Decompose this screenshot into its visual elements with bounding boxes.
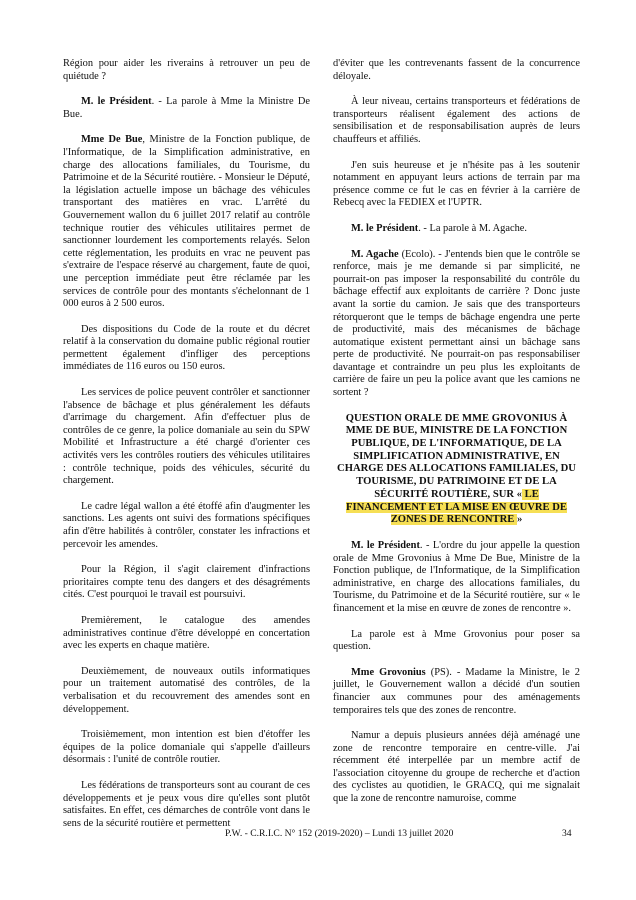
paragraph [63, 729, 310, 767]
speaker-name: M. le Président [351, 222, 419, 234]
question-title-highlight: LE FINANCEMENT ET LA MISE EN ŒUVRE DE ZONES DE RENCONTRE [346, 488, 567, 526]
right-column [333, 58, 580, 819]
left-column [63, 58, 310, 843]
speech-paragraph [333, 223, 580, 236]
paragraph-text: d'éviter que les contrevenants fassent de la concurrence déloyale. [333, 58, 580, 82]
speaker-name: M. le Président [81, 96, 152, 108]
paragraph-text: Premièrement, le catalogue des amendes administratives continue d'être développé en concertation avec les experts en chaque matière. [63, 614, 310, 652]
paragraph-text: . - L'ordre du jour appelle la question orale de Mme Grovonius à Mme De Bue, Ministre de la Fonction publique, de l'Informatique, de la Simplification administrative, en charge des allocations familiales, du Tourisme, du Patrimoine et de la Sécurité routière, sur « le financement et la mise en œuvre de zones de rencontre ». [333, 539, 580, 614]
speaker-name: Mme Grovonius [351, 666, 426, 678]
paragraph-text: J'en suis heureuse et je n'hésite pas à les soutenir notamment en appuyant leurs actions de terrain par ma présence comme ce fut le cas en février à la carrière de Rebecq avec la FEDIEX et l'UPTR. [333, 159, 580, 209]
speaker-name: M. le Président [351, 539, 420, 551]
paragraph [333, 160, 580, 210]
footer-reference: P.W. - C.R.I.C. N° 152 (2019-2020) – Lundi 13 juillet 2020 [225, 828, 454, 839]
right-column-top [333, 58, 580, 400]
speech-paragraph [333, 249, 580, 400]
paragraph [333, 58, 580, 83]
paragraph-text: Troisièmement, mon intention est bien d'étoffer les équipes de la police domaniale qui s'appelle d'ailleurs désormais : l'unité de contrôle routier. [63, 729, 310, 766]
page-number: 34 [562, 828, 572, 839]
paragraph-text: La parole est à Mme Grovonius pour poser sa question. [333, 628, 580, 653]
speech-paragraph [333, 540, 580, 616]
paragraph-text: À leur niveau, certains transporteurs et fédérations de transporteurs réalisent également des actions de sensibilisation et de responsabilisation auprès de leurs chauffeurs et affiliés. [333, 96, 580, 145]
paragraph-text: , Ministre de la Fonction publique, de l'Informatique, de la Simplification administrative, en charge des allocations familiales, du Tourisme, du Patrimoine et de la Sécurité routière. - Monsieur le Député, la législation actuelle impose un bâchage des véhicules transportant des matières en vrac. L'arrêté du Gouvernement wallon du 6 juillet 2017 relatif au contrôle technique routier des véhicules utilitaires permet de sanctionner lourdement les comportements relayés. Selon cette réglementation, les produits en vrac ne peuvent pas s'extraire de l'espace réservé au chargement, faute de quoi, une perception immédiate peut être réclamée par les services de contrôle pour des montants s'échelonnant de 1 000 euros à 2 500 euros. [63, 134, 310, 310]
paragraph [63, 387, 310, 488]
paragraph-text: Des dispositions du Code de la route et du décret relatif à la conservation du domaine public régional routier permettent également d'infliger des perceptions immédiates de 116 euros ou 150 euros. [63, 323, 310, 373]
paragraph [333, 730, 580, 806]
paragraph-text: (Ecolo). - J'entends bien que le contrôle se renforce, mais je me demande si par simplicité, ne pourrait-on pas imposer la responsabilité du contrôle du bâchage effectif aux exploitants de carrière ? Donc juste avant la sortie du camion. Je sais que des transporteurs rétorqueront que le temps de bâchage engendra une perte de productivité, mais des mécanismes de bâchage automatique existent permettant ainsi un bâchage sans perte de productivité. Ne pourrait-on pas responsabiliser davantage et contraindre un peu plus les exploitants de carrière de faire un peu la police avant que les camions ne sortent ? [333, 248, 580, 399]
paragraph-text: Le cadre légal wallon a été étoffé afin d'augmenter les sanctions. Les agents ont suivi des formations spécifiques afin d'être habilités à contrôler, constater les infractions et percevoir les amendes. [63, 500, 310, 550]
paragraph-text: Les fédérations de transporteurs sont au courant de ces développements et je peux vous dire qu'elles sont plutôt satisfaites. En effet, ces démarches de contrôle vont dans le sens de la sécurité routière et permettent [63, 779, 310, 829]
speaker-name: Mme De Bue [81, 134, 143, 146]
paragraph-text: Les services de police peuvent contrôler et sanctionner l'absence de bâchage et plus généralement les défauts d'arrimage du chargement. Afin d'effectuer plus de contrôles de ce genre, la police domaniale au sein du SPW Mobilité et Infrastructure a été chargé d'orienter ces activités vers les contrôles routiers des véhicules utilitaires : contrôle technique, poids des véhicules, sécurité du chargement. [63, 387, 310, 487]
speech-paragraph [333, 667, 580, 717]
paragraph-text: Région pour aider les riverains à retrouver un peu de quiétude ? [63, 58, 310, 82]
paragraph-text: (PS). - Madame la Ministre, le 2 juillet, le Gouvernement wallon a décidé d'un soutien financier aux communes pour des aménagements temporaires tels que des zones de rencontre. [333, 666, 580, 716]
paragraph [63, 564, 310, 602]
paragraph [63, 615, 310, 653]
paragraph-text: . - La parole à Mme la Ministre De Bue. [63, 96, 310, 120]
paragraph-text: Namur a depuis plusieurs années déjà aménagé une zone de rencontre temporaire en centre-ville. J'ai récemment été interpellée par un membre actif de l'association citoyenne du groupe de recherche et d'action des cyclistes au quotidien, le GRACQ, qui me signalait que la zone de rencontre namuroise, comme [333, 730, 580, 805]
speech-paragraph [63, 96, 310, 121]
paragraph-text: Deuxièmement, de nouveaux outils informatiques pour un traitement automatisé des contrôles, de la verbalisation et du recouvrement des amendes sont en développement. [63, 665, 310, 715]
paragraph [63, 666, 310, 716]
question-title-text: QUESTION ORALE DE MME GROVONIUS À MME DE BUE, MINISTRE DE LA FONCTION PUBLIQUE, DE L'INFORMATIQUE, DE LA SIMPLIFICATION ADMINISTRATIVE, EN CHARGE DES ALLOCATIONS FAMILIALES, DU TOURISME, DU PATRIMOINE ET DE LA SÉCURITÉ ROUTIÈRE, SUR « [337, 412, 576, 500]
paragraph-text: . - La parole à M. Agache. [418, 222, 528, 234]
paragraph-text: Pour la Région, il s'agit clairement d'infractions prioritaires compte tenu des dangers et des désagréments cités. C'est pourquoi le travail est poursuivi. [63, 564, 310, 601]
paragraph [63, 58, 310, 83]
question-title [333, 413, 580, 527]
speaker-name: M. Agache [351, 248, 399, 260]
paragraph [333, 96, 580, 146]
paragraph [63, 324, 310, 374]
paragraph [63, 780, 310, 830]
speech-paragraph [63, 134, 310, 310]
paragraph [63, 501, 310, 551]
question-title-close: » [516, 514, 523, 526]
paragraph [333, 629, 580, 654]
right-column-bottom [333, 540, 580, 806]
